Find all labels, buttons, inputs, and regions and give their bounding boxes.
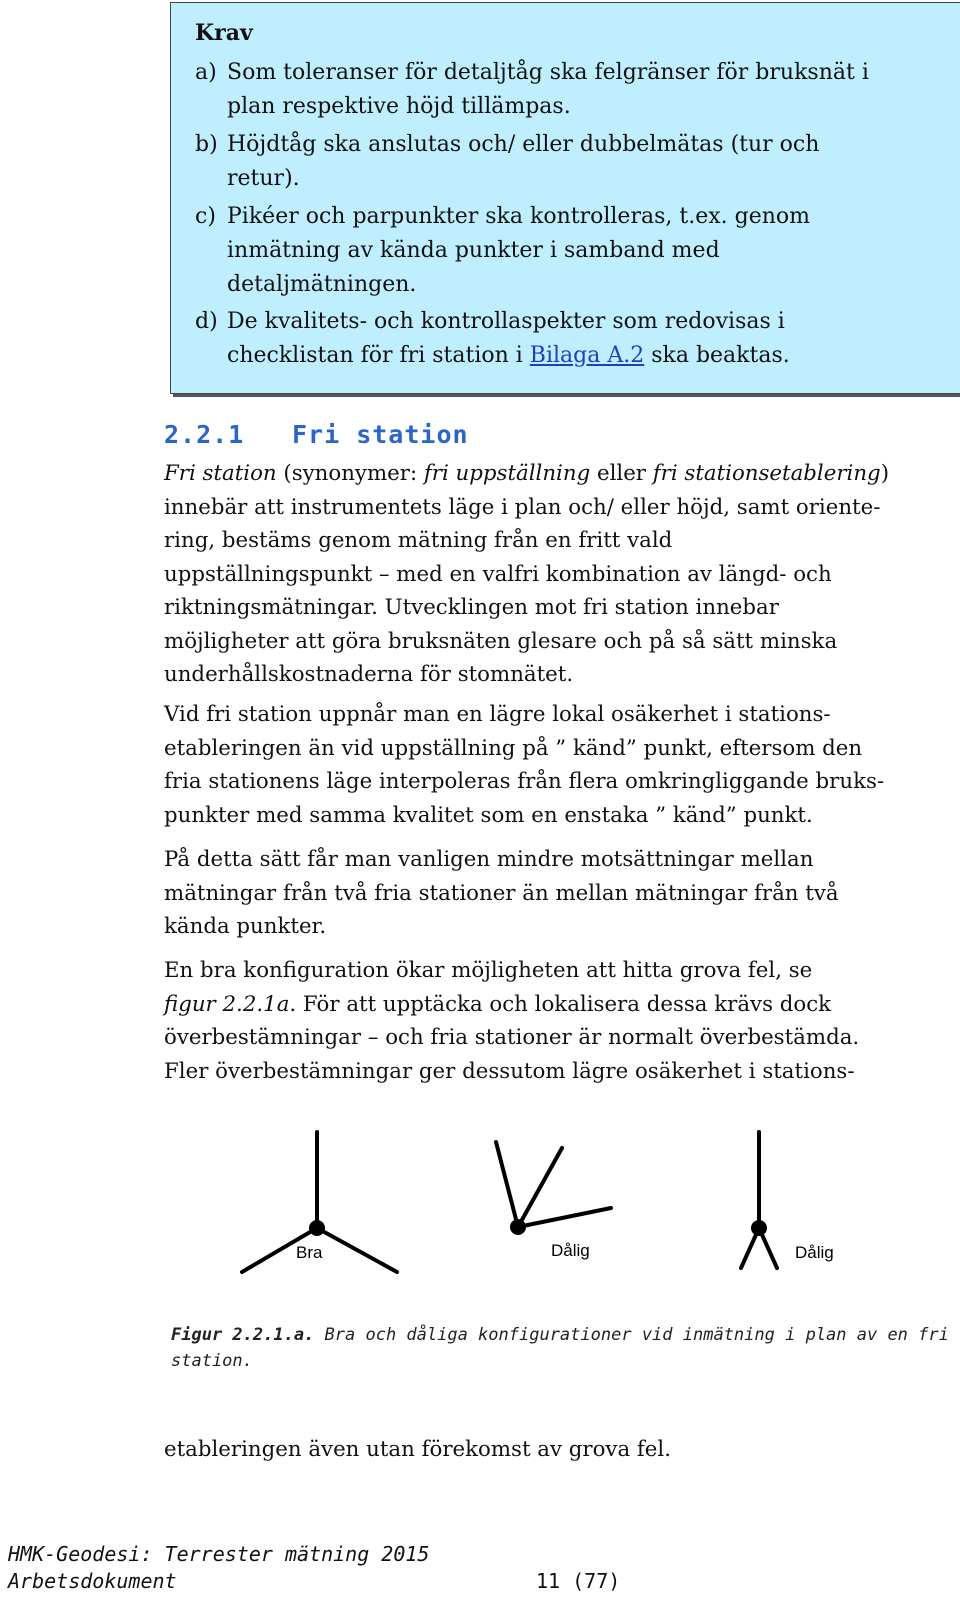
label-bad-2: Dålig: [795, 1243, 834, 1262]
config-bad-2: [741, 1132, 777, 1268]
requirements-box: Krav a) Som toleranser för detaljtåg ska felgränser för bruksnät i plan respektive höjd tillämpas. b) Höjdtåg ska anslutas och/ eller dubbelmätas (tur och retur). c) Pikéer och parpunkter ska kontrolleras, t.ex. genom inmätning av kända punkter i samband med detaljmätningen. d) De kvalitets- och kontrollaspekter som redovisas i checklistan för fri station i Bilaga A.2 ska beaktas.: [170, 2, 960, 394]
requirements-title: Krav: [195, 20, 253, 46]
figure-caption: Figur 2.2.1.a. Bra och dåliga konfigurationer vid inmätning i plan av en fri station.: [171, 1325, 949, 1371]
bilaga-a2-link[interactable]: Bilaga A.2: [529, 343, 645, 368]
paragraph-configuration: En bra konfiguration ökar möjligheten att hitta grova fel, se figur 2.2.1a. För att upptäcka och lokalisera dessa krävs dock överbestämningar – och fria stationer är normalt överbestämda. Fler överbestämningar ger dessutom lägre osäkerhet i stations-: [164, 958, 860, 1084]
footer-title: HMK-Geodesi: Terrester mätning 2015: [8, 1542, 430, 1566]
config-bad-1: [496, 1142, 611, 1235]
paragraph-uncertainty: Vid fri station uppnår man en lägre lokal osäkerhet i stations- etableringen än vid uppställning på ” känd” punkt, eftersom den fria stationens läge interpoleras från flera omkringliggande bruks- punkter med samma kvalitet som en enstaka ” känd” punkt.: [164, 702, 885, 828]
label-bad-1: Dålig: [551, 1241, 590, 1260]
section-number: 2.2.1: [164, 420, 245, 449]
page-number: 11 (77): [536, 1569, 621, 1593]
paragraph-contradictions: På detta sätt får man vanligen mindre motsättningar mellan mätningar från två fria stationer än mellan mätningar från två kända punkter.: [164, 847, 839, 939]
figure-reference: figur 2.2.1a: [164, 991, 290, 1017]
page-footer: [8, 1541, 621, 1595]
section-title: Fri station: [292, 420, 469, 449]
label-good: Bra: [296, 1243, 323, 1262]
paragraph-definition: Fri station (synonymer: fri uppställning eller fri stationsetablering) innebär att instrumentets läge i plan och/ eller höjd, samt oriente- ring, bestäms genom mätning från en fritt vald uppställningspunkt – med en valfri kombination av längd- och riktningsmätningar. Utvecklingen mot fri station innebar möjligheter att göra bruksnäten glesare och på så sätt minska underhållskostnaderna för stomnätet.: [164, 461, 889, 687]
section-heading: [164, 420, 469, 449]
paragraph-continuation: etableringen även utan förekomst av grova fel.: [164, 1437, 671, 1462]
configuration-figure: [0, 1120, 960, 1320]
footer-subtitle: Arbetsdokument: [8, 1569, 177, 1593]
